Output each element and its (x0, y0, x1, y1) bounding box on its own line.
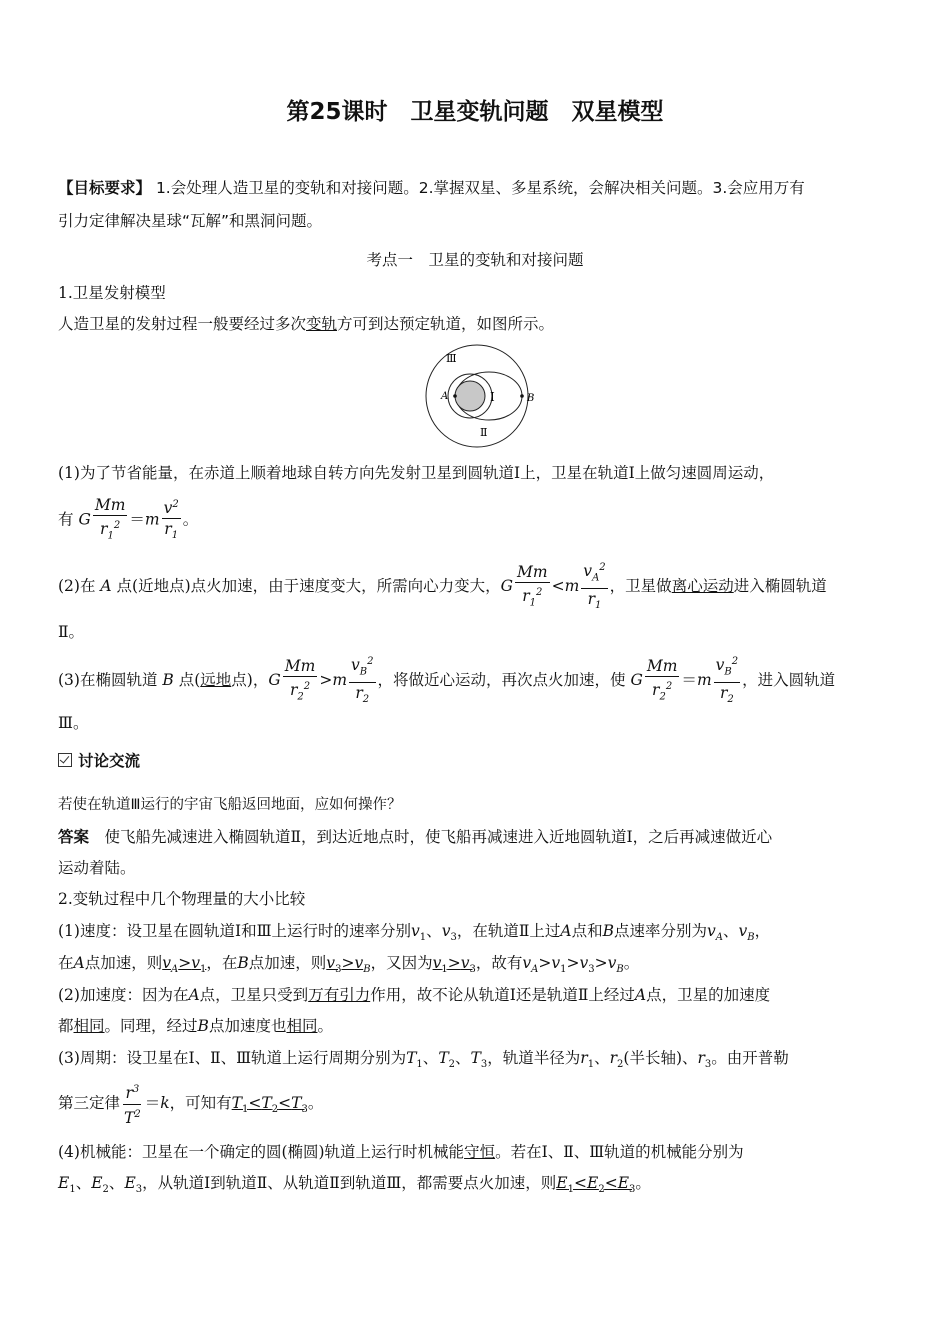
v1d: 点速率分别为 (613, 922, 707, 940)
s1-intro-a: 人造卫星的发射过程一般要经过多次 (58, 315, 307, 333)
p2-mid: ，卫星做 (609, 577, 672, 596)
t2a: 第三定律 (58, 1094, 121, 1112)
a1a: (2)加速度：因为在 (58, 986, 189, 1004)
label-I: Ⅰ (490, 390, 495, 404)
v1c: 点和 (571, 922, 603, 940)
question: 若使在轨道Ⅲ运行的宇宙飞船返回地面，应如何操作？ (58, 797, 402, 813)
point-B (520, 394, 524, 398)
v2c: ，在 (206, 954, 238, 972)
p2-prefix: (2)在 (58, 577, 101, 596)
v2b: 点加速，则 (84, 954, 163, 972)
p3-b: 点)， (231, 671, 269, 690)
label-II: Ⅱ (480, 426, 488, 439)
s1-intro-underline: 变轨 (306, 315, 338, 333)
a1c: 作用，故不论从轨道Ⅰ还是轨道Ⅱ上经过 (370, 986, 635, 1004)
goal-line-2: 引力定律解决星球“瓦解”和黑洞问题。 (58, 212, 323, 230)
s1-intro (58, 314, 554, 334)
section-title: 考点一 卫星的变轨和对接问题 (366, 251, 584, 269)
label-A: A (441, 391, 449, 402)
a1d: 点，卫星的加速度 (646, 986, 771, 1004)
label-III: Ⅲ (446, 352, 457, 365)
orbit-diagram (410, 344, 540, 452)
a2u2: 相同 (286, 1017, 318, 1035)
a-line-2: 都相同。同理，经过B点加速度也相同。 (58, 1017, 333, 1035)
a-line-1: (2)加速度：因为在A点，卫星只受到万有引力作用，故不论从轨道Ⅰ还是轨道Ⅱ上经过A点，卫星的加速度 (58, 986, 771, 1004)
e1u: 守恒 (464, 1143, 496, 1161)
a2c: 点加速度也 (208, 1017, 287, 1035)
t2b: ＝ (144, 1094, 161, 1112)
t2c: ，可知有 (169, 1094, 232, 1112)
t1d: 。由开普勒 (711, 1049, 789, 1067)
v2a: 在 (58, 954, 74, 972)
answer-line-1 (58, 827, 772, 847)
label-B: B (527, 393, 535, 404)
p3-line-2: Ⅲ。 (58, 714, 89, 732)
earth (455, 381, 485, 411)
t1b: ，轨道半径为 (487, 1049, 581, 1067)
v1b: ，在轨道Ⅱ上过 (456, 922, 561, 940)
t-line-1: (3)周期：设卫星在Ⅰ、Ⅱ、Ⅲ轨道上运行周期分别为$T_1$、$T_2$、$T_3$，轨道半径为$r_1$、$r_2$(半长轴)、$r_3$。由开普勒 (58, 1049, 789, 1071)
page-title: 第25课时 卫星变轨问题 双星模型 (286, 99, 664, 125)
p1-line-1: (1)为了节省能量，在赤道上顺着地球自转方向先发射卫星到圆轨道Ⅰ上，卫星在轨道Ⅰ上做匀速圆周运动， (58, 464, 775, 482)
p1-line-2: 有 G $\frac{Mm}{r_1^2}$ ＝m $\frac{v^2}{r_1}$ 。 (58, 496, 199, 542)
e1a: (4)机械能：卫星在一个确定的圆(椭圆)轨道上运行时机械能 (58, 1143, 465, 1161)
v2d: 点加速，则 (248, 954, 327, 972)
p3-a: 点( (173, 671, 201, 690)
a2b: 。同理，经过 (104, 1017, 198, 1035)
goal-line-1 (58, 178, 805, 198)
a1u: 万有引力 (308, 986, 371, 1004)
v1a: (1)速度：设卫星在圆轨道Ⅰ和Ⅲ上运行时的速率分别 (58, 922, 412, 940)
discuss-heading (58, 751, 140, 771)
e-line-2: $E_1$、$E_2$、$E_3$，从轨道Ⅰ到轨道Ⅱ、从轨道Ⅱ到轨道Ⅲ，都需要点火加速，则$E_1<E_2<E_3$。 (58, 1174, 651, 1196)
v2e: ，又因为 (370, 954, 433, 972)
p2-end: 进入椭圆轨道 (733, 577, 827, 596)
e-line-1 (58, 1142, 744, 1162)
e2a: ，从轨道Ⅰ到轨道Ⅱ、从轨道Ⅱ到轨道Ⅲ，都需要点火加速，则 (142, 1174, 557, 1192)
a2u1: 相同 (73, 1017, 105, 1035)
edit-check-icon (58, 753, 72, 767)
answer-text-1: 使飞船先减速进入椭圆轨道Ⅱ，到达近地点时，使飞船再减速进入近地圆轨道Ⅰ，之后再减速做近心 (89, 828, 773, 846)
v2f: ，故有 (475, 954, 523, 972)
t1a: (3)周期：设卫星在Ⅰ、Ⅱ、Ⅲ轨道上运行周期分别为 (58, 1049, 407, 1067)
answer-line-2: 运动着陆。 (58, 859, 136, 877)
goal-label: 【目标要求】 (58, 179, 152, 197)
s2-heading: 2.变轨过程中几个物理量的大小比较 (58, 890, 306, 908)
p2-line-1: (2)在 A 点(近地点)点火加速，由于速度变大，所需向心力变大，G $\frac{Mm}{r_1^2}$ <m $\frac{v_A^2}{r_1}$ ，卫星做离心运动进入椭圆轨道 (58, 559, 827, 615)
discuss-label: 讨论交流 (78, 752, 141, 770)
p1-prefix: 有 (58, 510, 79, 529)
s1-intro-b: 方可到达预定轨道，如图所示。 (337, 315, 555, 333)
p3-underline: 远地 (200, 671, 232, 690)
e1b: 。若在Ⅰ、Ⅱ、Ⅲ轨道的机械能分别为 (495, 1143, 744, 1161)
goal-text-1: 1.会处理人造卫星的变轨和对接问题。2.掌握双星、多星系统，会解决相关问题。3.会应用万有 (151, 179, 805, 197)
answer-label: 答案 (58, 828, 90, 846)
a1b: 点，卫星只受到 (199, 986, 309, 1004)
p3-line-1: (3)在椭圆轨道 B 点(远地点)，G $\frac{Mm}{r_2^2}$ >m $\frac{v_B^2}{r_2}$ ，将做近心运动，再次点火加速，使 G $\frac{Mm}{r_2^2}$ ＝m $\frac{v_B^2}{r_2}$ ，进入圆轨道 (58, 653, 835, 709)
point-A (453, 394, 457, 398)
e2b: 。 (635, 1174, 651, 1192)
p3-mid: ，将做近心运动，再次点火加速，使 (377, 671, 631, 690)
p3-end: ，进入圆轨道 (742, 671, 836, 690)
a2a: 都 (58, 1017, 74, 1035)
p2-underline: 离心运动 (671, 577, 734, 596)
t-line-2: 第三定律 $\frac{r^3}{T^2}$ ＝k，可知有$T_1<T_2<T_3$。 (58, 1081, 323, 1132)
s1-heading: 1.卫星发射模型 (58, 284, 166, 302)
v-line-2: 在A点加速，则$v_A>v_1$，在B点加速，则$v_3>v_B$，又因为$v_1>v_3$，故有$v_A>v_1>v_3>v_B$。 (58, 954, 640, 976)
v-line-1: (1)速度：设卫星在圆轨道Ⅰ和Ⅲ上运行时的速率分别$v_1$、$v_3$，在轨道Ⅱ上过A点和B点速率分别为$v_A$、$v_B$， (58, 922, 771, 944)
p2-line-2: Ⅱ。 (58, 623, 85, 641)
t1c: (半长轴)、 (623, 1049, 698, 1067)
a2d: 。 (317, 1017, 333, 1035)
p3-prefix: (3)在椭圆轨道 (58, 671, 163, 690)
p2-a: 点(近地点)点火加速，由于速度变大，所需向心力变大， (111, 577, 501, 596)
